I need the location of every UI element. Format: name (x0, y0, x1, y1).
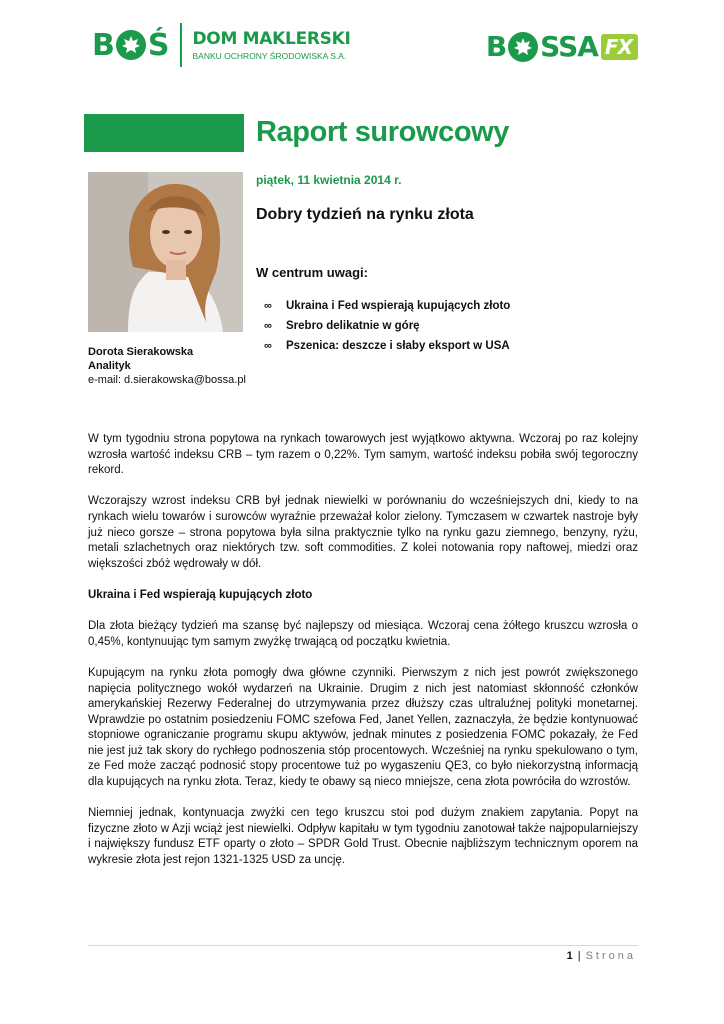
page-number: 1 (566, 950, 573, 962)
section-heading: Ukraina i Fed wspierają kupujących złoto (88, 588, 313, 601)
list-item (264, 316, 510, 336)
footer-divider (88, 945, 638, 946)
author-block (88, 345, 246, 387)
focus-item-text: Srebro delikatnie w górę (286, 320, 420, 332)
report-date: piątek, 11 kwietnia 2014 r. (256, 173, 402, 187)
report-title: Raport surowcowy (256, 116, 510, 148)
bos-text-block (192, 29, 350, 61)
body-paragraph: W tym tygodniu strona popytowa na rynkach towarowych jest wyjątkowo aktywna. Wczoraj po raz kolejny wzrosła wartość indeksu CRB – tym razem o 0,22%. Tym samym, wartość indeksu pobiła swój tegoroczny rekord. (88, 433, 638, 477)
report-body (88, 432, 638, 884)
bos-letter-b: B (92, 27, 114, 63)
infinity-bullet-icon: ∞ (264, 340, 272, 352)
focus-list (264, 296, 510, 356)
bos-letter-s: Ś (147, 27, 169, 63)
infinity-bullet-icon: ∞ (264, 300, 272, 312)
list-item (264, 336, 510, 356)
logo-divider (180, 23, 182, 67)
focus-item-text: Pszenica: deszcze i słaby eksport w USA (286, 340, 510, 352)
author-role: Analityk (88, 360, 131, 372)
bossa-letters-rest: SSA (540, 30, 598, 63)
body-paragraph: Dla złota bieżący tydzień ma szansę być najlepszy od miesiąca. Wczoraj cena żółtego kruszcu wzrosła o 0,45%, kontynuując tym samym zwyżkę trwającą od początku kwietnia. (88, 620, 638, 648)
body-paragraph: Niemniej jednak, kontynuacja zwyżki cen tego kruszcu stoi pod dużym znakiem zapytania. Popyt na fizyczne złoto w Azji wciąż jest niewielki. Odpływ kapitału w tym tygodniu zanotował także najpopularniejszy i największy fundusz ETF oparty o złoto – SPDR Gold Trust. Obecnie najbliższym technicznym oporem na wykresie złota jest rejon 1321-1325 USD za uncję. (88, 807, 638, 867)
focus-item-text: Ukraina i Fed wspierają kupujących złoto (286, 300, 511, 312)
title-accent-bar (84, 114, 244, 152)
focus-label: W centrum uwagi: (256, 265, 368, 280)
author-email[interactable]: e-mail: d.sierakowska@bossa.pl (88, 374, 246, 386)
list-item (264, 296, 510, 316)
body-paragraph: Kupującym na rynku złota pomogły dwa główne czynniki. Pierwszym z nich jest powrót zwiększonego napięcia politycznego wokół wydarzeń na Ukrainie. Drugim z nich jest natomiast skłonność członków amerykańskiej Rezerwy Federalnej do utrzymywania przez dłuższy czas ultraluźnej polityki monetarnej. Wprawdzie po ostatnim posiedzeniu FOMC szefowa Fed, Janet Yellen, zaznaczyła, że będzie kontynuować stopniowe ograniczanie programu skupu aktywów, jednak minutes z posiedzenia FOMC pokazały, że Fed nie jest już tak skory do rychłego podnoszenia stóp procentowych. Wcześniej na rynku spekulowano o tym, ze Fed może zacząć podnosić stopy procentowe tuż po wygaszeniu QE3, co było niekorzystną informacją dla kupujących na rynku złota. Teraz, kiedy te obawy są nieco mniejsze, cena złota powróciła do wzrostów. (88, 666, 638, 789)
analyst-photo (88, 172, 243, 332)
bos-company-subtitle: BANKU OCHRONY ŚRODOWISKA S.A. (192, 51, 347, 61)
author-name: Dorota Sierakowska (88, 346, 194, 358)
infinity-bullet-icon: ∞ (264, 320, 272, 332)
body-paragraph: Wczorajszy wzrost indeksu CRB był jednak niewielki w porównaniu do wcześniejszych dni, kiedy to na rynkach wielu towarów i surowców wyraźnie przeważał kolor zielony. Tymczasem w czwartek nastroje były już nieco gorsze – strona popytowa była silna praktycznie tylko na rynku gazu ziemnego, benzyny, ryżu, metali szlachetnych oraz niektórych tzw. soft commodities. Z kolei notowania ropy naftowej, miedzi oraz większości zbóż wędrowały w dół. (88, 495, 638, 570)
page-footer (567, 950, 636, 962)
footer-separator: | (577, 950, 581, 962)
leaf-icon (116, 30, 146, 60)
bos-logo (92, 22, 351, 68)
bossa-fx-logo (486, 30, 638, 63)
bossa-letter-b: B (485, 30, 507, 63)
leaf-icon (508, 32, 538, 62)
page-label: Strona (585, 950, 636, 962)
bos-company-name: DOM MAKLERSKI (192, 29, 351, 49)
bos-letters (92, 28, 168, 63)
bossa-letters (486, 30, 598, 63)
report-headline: Dobry tydzień na rynku złota (256, 206, 474, 223)
fx-badge: FX (601, 34, 638, 60)
